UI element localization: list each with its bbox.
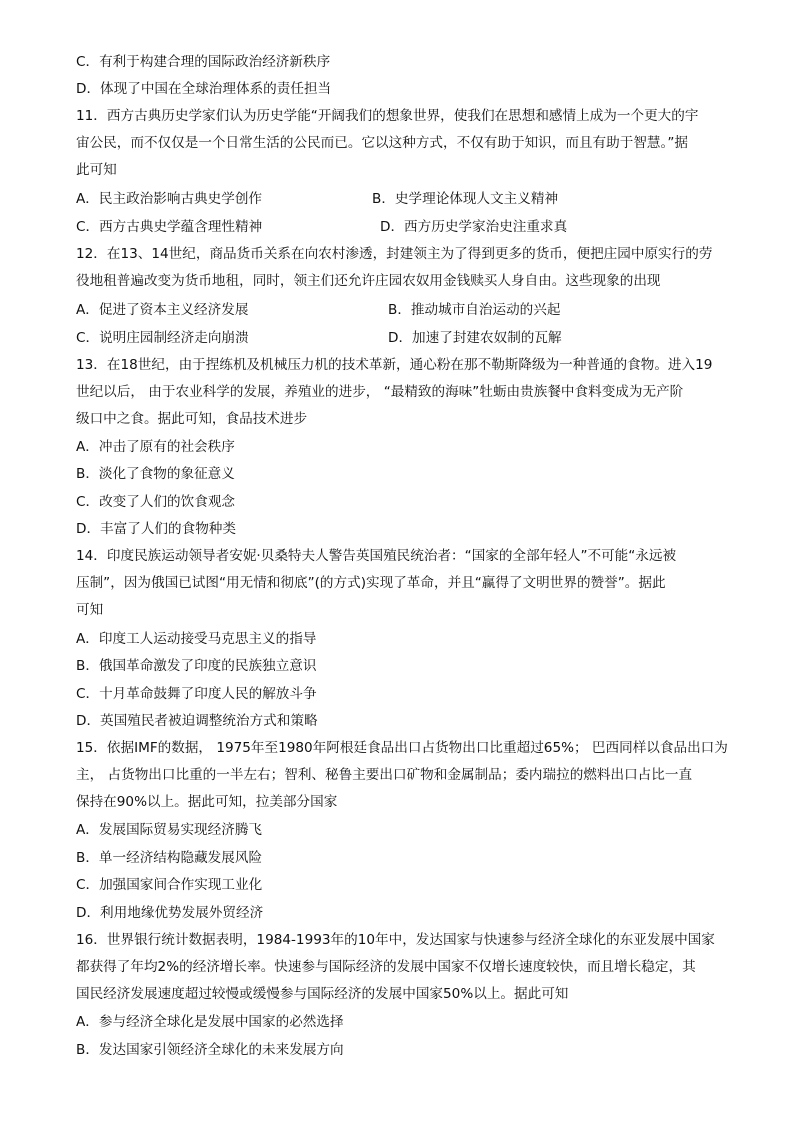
question-12-stem-line-2: 役地租普遍改变为货币地租，同时，领主们还允许庄园农奴用金钱赎买人身自由。这些现象的出现 bbox=[76, 273, 661, 289]
question-11-stem-line-1: 11．西方古典历史学家们认为历史学能“开阔我们的想象世界，使我们在思想和感情上成为一个更大的宇 bbox=[76, 108, 699, 124]
question-13-stem-line-2: 世纪以后， 由于农业科学的发展，养殖业的进步， “最精致的海味”牡蛎由贵族餐中食料变成为无产阶 bbox=[76, 384, 684, 400]
question-11-option-d: D．西方历史学家治史注重求真 bbox=[380, 219, 568, 235]
question-12-stem-line-1: 12．在13、14世纪，商品货币关系在向农村渗透，封建领主为了得到更多的货币，便把庄园中原实行的劳 bbox=[76, 246, 713, 262]
question-14-option-a: A．印度工人运动接受马克思主义的指导 bbox=[76, 631, 317, 647]
question-15-option-b: B．单一经济结构隐藏发展风险 bbox=[76, 850, 263, 866]
question-16-stem-line-2: 都获得了年均2%的经济增长率。快速参与国际经济的发展中国家不仅增长速度较快，而且增长稳定，其 bbox=[76, 959, 696, 975]
question-11-option-b: B．史学理论体现人文主义精神 bbox=[372, 191, 559, 207]
question-14-option-b: B．俄国革命激发了印度的民族独立意识 bbox=[76, 658, 317, 674]
question-11-stem-line-2: 宙公民，而不仅仅是一个日常生活的公民而已。它以这种方式，不仅有助于知识，而且有助于智慧。”据 bbox=[76, 135, 688, 151]
option-c: C．有利于构建合理的国际政治经济新秩序 bbox=[76, 54, 331, 70]
question-16-option-a: A．参与经济全球化是发展中国家的必然选择 bbox=[76, 1014, 344, 1030]
question-16-option-b: B．发达国家引领经济全球化的未来发展方向 bbox=[76, 1042, 344, 1058]
question-14-stem-line-3: 可知 bbox=[76, 602, 104, 618]
question-12-option-d: D．加速了封建农奴制的瓦解 bbox=[388, 330, 562, 346]
question-11-option-a: A．民主政治影响古典史学创作 bbox=[76, 191, 263, 207]
question-11-stem-line-3: 此可知 bbox=[76, 162, 117, 178]
question-13-option-a: A．冲击了原有的社会秩序 bbox=[76, 439, 235, 455]
option-d: D．体现了中国在全球治理体系的责任担当 bbox=[76, 81, 332, 97]
question-13-option-d: D．丰富了人们的食物种类 bbox=[76, 521, 236, 537]
question-15-option-a: A．发展国际贸易实现经济腾飞 bbox=[76, 822, 263, 838]
question-16-stem-line-3: 国民经济发展速度超过较慢或缓慢参与国际经济的发展中国家50%以上。据此可知 bbox=[76, 986, 569, 1002]
question-13-option-b: B．淡化了食物的象征意义 bbox=[76, 466, 235, 482]
question-15-option-d: D．利用地缘优势发展外贸经济 bbox=[76, 905, 264, 921]
question-14-stem-line-1: 14．印度民族运动领导者安妮·贝桑特夫人警告英国殖民统治者：“国家的全部年轻人”不可能“永远被 bbox=[76, 548, 677, 564]
question-12-option-c: C．说明庄园制经济走向崩溃 bbox=[76, 330, 249, 346]
question-15-stem-line-3: 保持在90%以上。据此可知，拉美部分国家 bbox=[76, 794, 338, 810]
question-14-option-d: D．英国殖民者被迫调整统治方式和策略 bbox=[76, 713, 318, 729]
question-15-stem-line-1: 15．依据IMF的数据， 1975年至1980年阿根廷食品出口占货物出口比重超过65%； 巴西同样以食品出口为 bbox=[76, 740, 728, 756]
question-15-stem-line-2: 主， 占货物出口比重的一半左右；智利、秘鲁主要出口矿物和金属制品；委内瑞拉的燃料出口占比一直 bbox=[76, 767, 693, 783]
question-13-option-c: C．改变了人们的饮食观念 bbox=[76, 494, 236, 510]
question-14-option-c: C．十月革命鼓舞了印度人民的解放斗争 bbox=[76, 686, 317, 702]
question-13-stem-line-3: 级口中之食。据此可知，食品技术进步 bbox=[76, 411, 308, 427]
question-15-option-c: C．加强国家间合作实现工业化 bbox=[76, 877, 263, 893]
question-16-stem-line-1: 16．世界银行统计数据表明，1984-1993年的10年中，发达国家与快速参与经济全球化的东亚发展中国家 bbox=[76, 932, 715, 948]
question-14-stem-line-2: 压制”，因为俄国已试图“用无情和彻底”(的方式)实现了革命，并且“赢得了文明世界的赞誉”。据此 bbox=[76, 575, 666, 591]
question-12-option-a: A．促进了资本主义经济发展 bbox=[76, 302, 249, 318]
question-12-option-b: B．推动城市自治运动的兴起 bbox=[388, 302, 561, 318]
question-11-option-c: C．西方古典史学蕴含理性精神 bbox=[76, 219, 263, 235]
question-13-stem-line-1: 13．在18世纪，由于捏练机及机械压力机的技术革新，通心粉在那不勒斯降级为一种普通的食物。进入19 bbox=[76, 357, 713, 373]
